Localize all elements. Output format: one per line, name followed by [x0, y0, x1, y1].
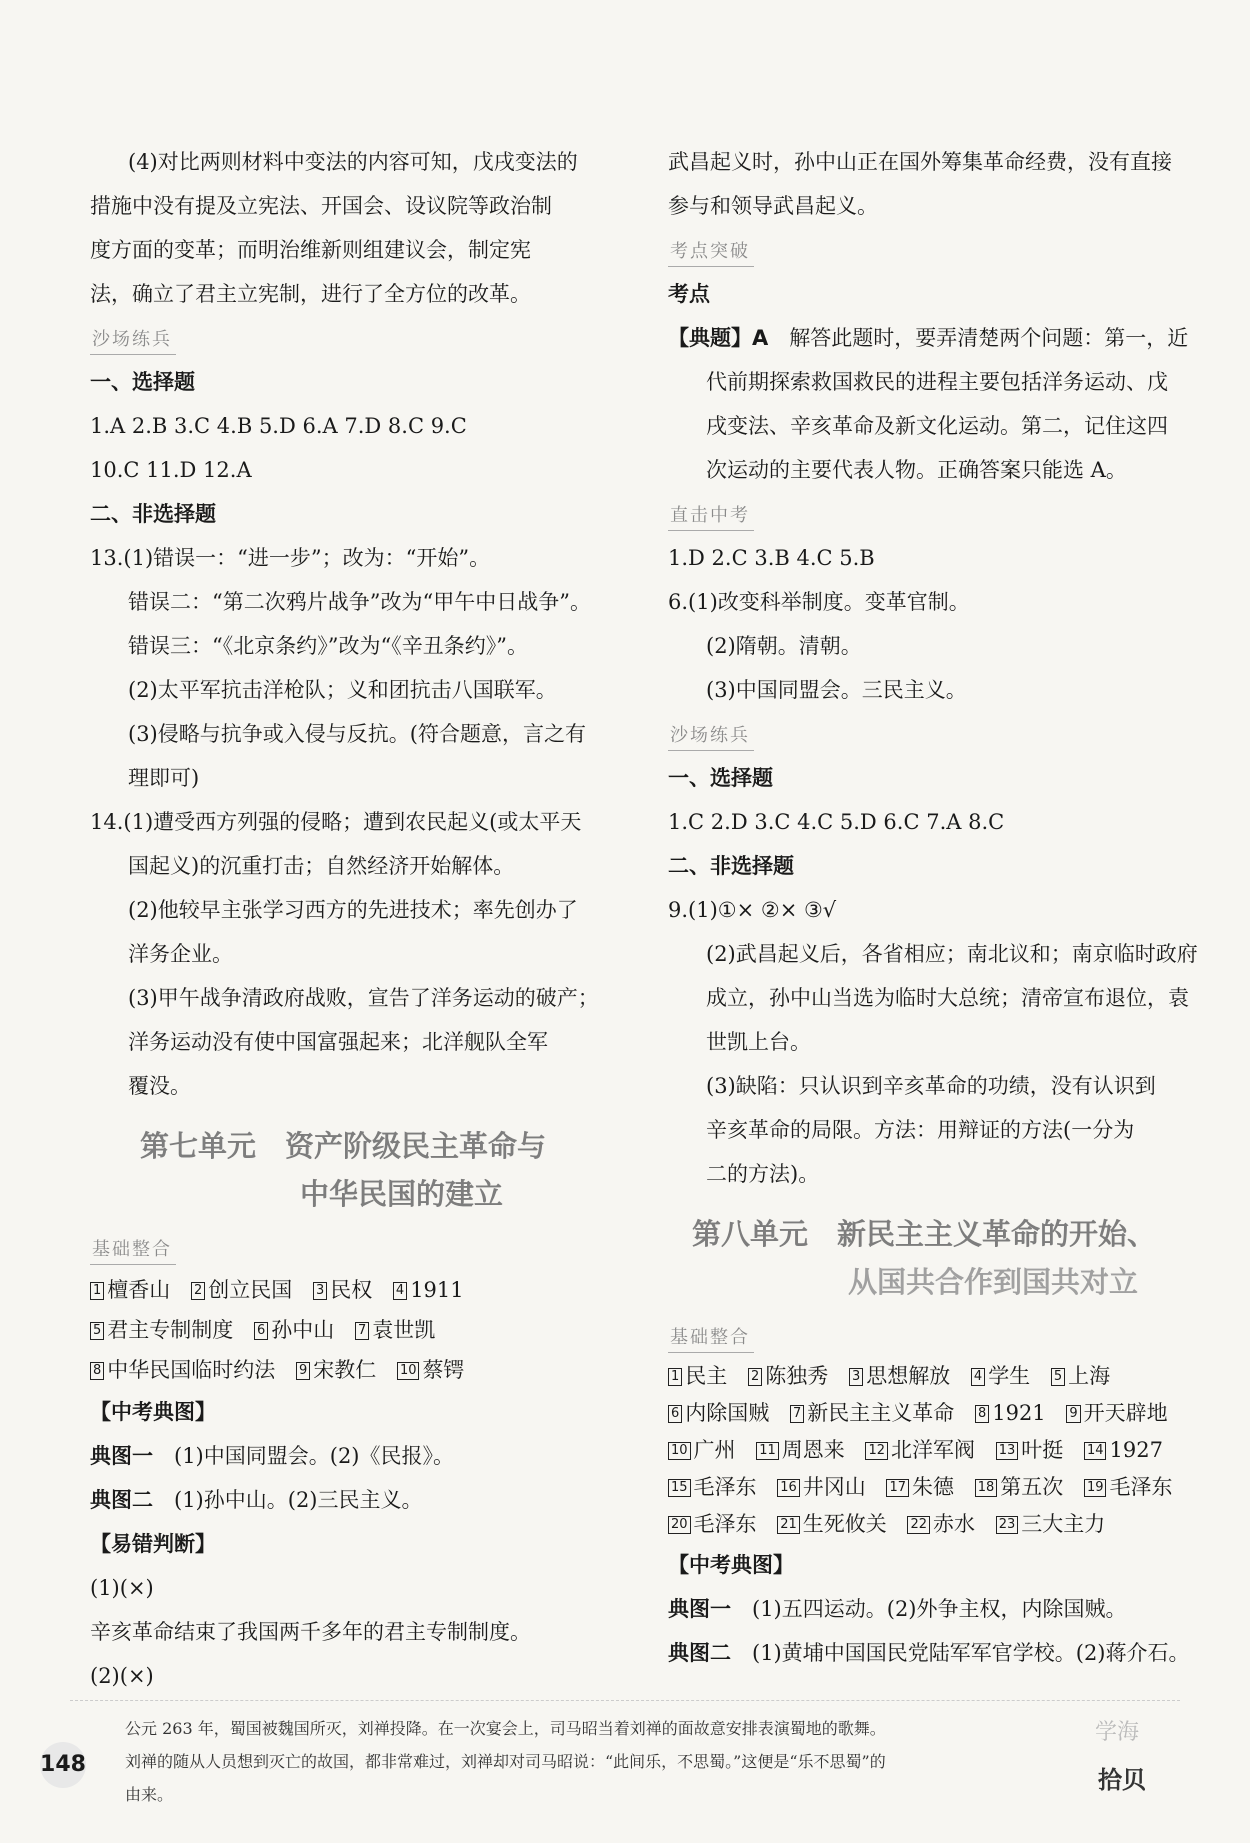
- text-line: (4)对比两则材料中变法的内容可知，戊戌变法的: [128, 150, 578, 174]
- fill-item: 17 朱德: [886, 1475, 954, 1499]
- unit-title-line: 第七单元 资产阶级民主革命与: [140, 1129, 547, 1163]
- fill-item: 21 生死攸关: [777, 1512, 887, 1536]
- fill-item: 2 创立民国: [191, 1278, 292, 1302]
- heading-nonchoice: 二、非选择题: [668, 854, 794, 878]
- heading-exam-pic: 【中考典图】: [90, 1400, 216, 1424]
- q9-line: 二的方法)。: [706, 1162, 820, 1186]
- typical-question-line: 戌变法、辛亥革命及新文化运动。第二，记住这四: [706, 414, 1168, 438]
- q14-line: 洋务运动没有使中国富强起来；北洋舰队全军: [128, 1030, 548, 1054]
- q13-line: 错误三：“《北京条约》”改为“《辛丑条约》”。: [128, 634, 528, 658]
- unit-7-title: [90, 1122, 630, 1218]
- fill-item: 16 井冈山: [777, 1475, 866, 1499]
- error-2: (2)(×): [90, 1664, 154, 1688]
- fill-item: 6 孙中山: [254, 1318, 334, 1342]
- footnote-line: 由来。: [125, 1785, 174, 1804]
- footnote-line: 刘禅的随从人员想到灭亡的故国，都非常难过，刘禅却对司马昭说：“此间乐，不思蜀。”这便是“乐不思蜀”的: [125, 1752, 886, 1771]
- fill-item: 12 北洋军阀: [865, 1438, 975, 1462]
- unit-8-title: [668, 1210, 1208, 1306]
- unit-title-line: 中华民国的建立: [300, 1177, 504, 1211]
- q14-line: 14.(1)遭受西方列强的侵略；遭到农民起义(或太平天: [90, 810, 582, 834]
- section-tag-basic: 基础整合: [90, 1236, 176, 1265]
- section-tag-direct: 直击中考: [668, 502, 754, 531]
- q9-line: 9.(1)①× ②× ③√: [668, 898, 837, 922]
- choice-answers: 10.C 11.D 12.A: [90, 458, 252, 482]
- right-column: [668, 140, 1208, 1675]
- text-line: 参与和领导武昌起义。: [668, 194, 878, 218]
- fill-item: 10 蔡锷: [397, 1358, 465, 1382]
- q14-line: 国起义)的沉重打击；自然经济开始解体。: [128, 854, 515, 878]
- section-tag-practice: 沙场练兵: [668, 722, 754, 751]
- fill-list: [90, 1270, 630, 1390]
- q13-line: 错误二：“第二次鸦片战争”改为“甲午中日战争”。: [128, 590, 591, 614]
- fill-list: [668, 1358, 1208, 1543]
- heading-choice: 一、选择题: [668, 766, 773, 790]
- heading-choice: 一、选择题: [90, 370, 195, 394]
- q14-line: 覆没。: [128, 1074, 191, 1098]
- left-column: [90, 140, 630, 1698]
- exam-pic-1: 典图一 (1)五四运动。(2)外争主权，内除国贼。: [668, 1597, 1127, 1621]
- fill-item: 3 民权: [313, 1278, 372, 1302]
- q6-line: (2)隋朝。清朝。: [706, 634, 862, 658]
- q13-line: 理即可): [128, 766, 200, 790]
- q13-line: (3)侵略与抗争或入侵与反抗。(符合题意，言之有: [128, 722, 586, 746]
- footnote-line: 公元 263 年，蜀国被魏国所灭，刘禅投降。在一次宴会上，司马昭当着刘禅的面故意安排表演蜀地的歌舞。: [125, 1719, 886, 1738]
- fill-item: 7 袁世凯: [355, 1318, 435, 1342]
- heading-exam-pic: 【中考典图】: [668, 1553, 794, 1577]
- unit-title-line: 第八单元 新民主主义革命的开始、: [692, 1217, 1157, 1251]
- fill-item: 3 思想解放: [849, 1364, 950, 1388]
- fill-item: 8 中华民国临时约法: [90, 1358, 275, 1382]
- q9-line: 成立，孙中山当选为临时大总统；清帝宣布退位，袁: [706, 986, 1189, 1010]
- section-tag-breakthrough: 考点突破: [668, 238, 754, 267]
- fill-item: 5 上海: [1051, 1364, 1110, 1388]
- fill-item: 23 三大主力: [996, 1512, 1106, 1536]
- fill-item: 4 1911: [393, 1278, 464, 1302]
- choice-answers: 1.A 2.B 3.C 4.B 5.D 6.A 7.D 8.C 9.C: [90, 414, 467, 438]
- q14-line: (3)甲午战争清政府战败，宣告了洋务运动的破产；: [128, 986, 599, 1010]
- page-number: 148: [40, 1742, 86, 1788]
- fill-item: 7 新民主主义革命: [790, 1401, 954, 1425]
- badge-bottom: 拾贝: [1098, 1766, 1146, 1794]
- q6-line: (3)中国同盟会。三民主义。: [706, 678, 967, 702]
- fill-item: 15 毛泽东: [668, 1475, 757, 1499]
- q9-line: 世凯上台。: [706, 1030, 811, 1054]
- fill-item: 19 毛泽东: [1084, 1475, 1173, 1499]
- section-tag-basic: 基础整合: [668, 1324, 754, 1353]
- typical-question-line: 次运动的主要代表人物。正确答案只能选 A。: [706, 458, 1127, 482]
- exam-pic-2: 典图二 (1)孙中山。(2)三民主义。: [90, 1488, 423, 1512]
- choice-answers: 1.C 2.D 3.C 4.C 5.D 6.C 7.A 8.C: [668, 810, 1005, 834]
- text-line: 措施中没有提及立宪法、开国会、设议院等政治制: [90, 194, 552, 218]
- q13-line: (2)太平军抗击洋枪队；义和团抗击八国联军。: [128, 678, 557, 702]
- section-tag-practice: 沙场练兵: [90, 326, 176, 355]
- q14-line: 洋务企业。: [128, 942, 233, 966]
- exam-pic-1: 典图一 (1)中国同盟会。(2)《民报》。: [90, 1444, 454, 1468]
- choice-answers: 1.D 2.C 3.B 4.C 5.B: [668, 546, 875, 570]
- q9-line: (2)武昌起义后，各省相应；南北议和；南京临时政府: [706, 942, 1198, 966]
- footnote: [125, 1712, 1055, 1811]
- fill-item: 22 赤水: [907, 1512, 975, 1536]
- badge-top: 学海: [1095, 1720, 1140, 1745]
- fill-item: 20 毛泽东: [668, 1512, 757, 1536]
- text-line: 度方面的变革；而明治维新则组建议会，制定宪: [90, 238, 531, 262]
- fill-item: 13 叶挺: [996, 1438, 1064, 1462]
- fill-item: 10 广州: [668, 1438, 736, 1462]
- fill-item: 8 1921: [975, 1401, 1046, 1425]
- exam-pic-2: 典图二 (1)黄埔中国国民党陆军军官学校。(2)蒋介石。: [668, 1641, 1190, 1665]
- q6-line: 6.(1)改变科举制度。变革官制。: [668, 590, 970, 614]
- q13-line: 13.(1)错误一：“进一步”；改为：“开始”。: [90, 546, 491, 570]
- fill-item: 9 宋教仁: [296, 1358, 376, 1382]
- error-1: (1)(×): [90, 1576, 154, 1600]
- text-line: 法，确立了君主立宪制，进行了全方位的改革。: [90, 282, 531, 306]
- q14-line: (2)他较早主张学习西方的先进技术；率先创办了: [128, 898, 578, 922]
- heading-error: 【易错判断】: [90, 1532, 216, 1556]
- unit-title-line: 从国共合作到国共对立: [848, 1265, 1139, 1299]
- fill-item: 11 周恩来: [756, 1438, 845, 1462]
- answer-paragraph: [90, 140, 630, 316]
- typical-question: 【典题】A 解答此题时，要弄清楚两个问题：第一，近: [668, 326, 1189, 350]
- q9-line: (3)缺陷：只认识到辛亥革命的功绩，没有认识到: [706, 1074, 1156, 1098]
- typical-question-line: 代前期探索救国救民的进程主要包括洋务运动、戊: [706, 370, 1168, 394]
- heading-nonchoice: 二、非选择题: [90, 502, 216, 526]
- heading-point: 考点: [668, 282, 710, 306]
- fill-item: 4 学生: [971, 1364, 1030, 1388]
- fill-item: 1 檀香山: [90, 1278, 170, 1302]
- fill-item: 5 君主专制制度: [90, 1318, 233, 1342]
- fill-item: 18 第五次: [975, 1475, 1064, 1499]
- text-line: 武昌起义时，孙中山正在国外筹集革命经费，没有直接: [668, 150, 1172, 174]
- fill-item: 6 内除国贼: [668, 1401, 769, 1425]
- fill-item: 2 陈独秀: [748, 1364, 828, 1388]
- fill-item: 14 1927: [1084, 1438, 1163, 1462]
- error-1-text: 辛亥革命结束了我国两千多年的君主专制制度。: [90, 1620, 531, 1644]
- q9-line: 辛亥革命的局限。方法：用辩证的方法(一分为: [706, 1118, 1135, 1142]
- fill-item: 1 民主: [668, 1364, 727, 1388]
- fill-item: 9 开天辟地: [1066, 1401, 1167, 1425]
